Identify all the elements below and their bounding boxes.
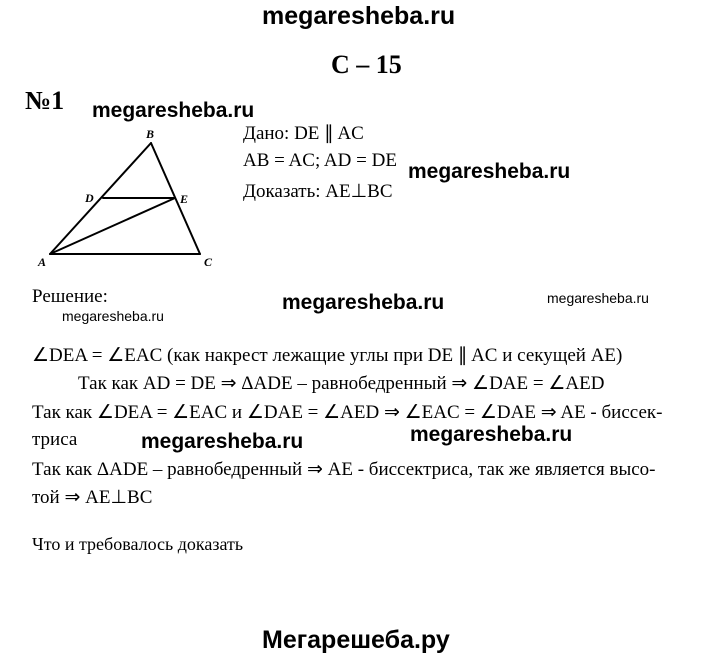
section-title: С – 15 bbox=[331, 50, 402, 79]
given-line-1: Дано: DE ∥ AC bbox=[243, 123, 364, 144]
solution-line-5: Так как ΔADE – равнобедренный ⇒ AE - биссектриса, так же является высо- bbox=[32, 459, 656, 480]
watermark-solution-center: megaresheba.ru bbox=[282, 291, 445, 314]
label-c: C bbox=[204, 255, 213, 269]
label-b: B bbox=[146, 127, 155, 141]
watermark-solution-left: megaresheba.ru bbox=[62, 308, 164, 324]
given-line-3: Доказать: AE⊥BC bbox=[243, 181, 393, 202]
solution-line-4: триса bbox=[32, 429, 78, 450]
solution-line-6: той ⇒ AE⊥BC bbox=[32, 487, 153, 508]
solution-line-3: Так как ∠DEA = ∠EAC и ∠DAE = ∠AED ⇒ ∠EAC = ∠DAE ⇒ AE - биссек- bbox=[32, 402, 663, 423]
problem-number: №1 bbox=[25, 86, 65, 115]
solution-line-1: ∠DEA = ∠EAC (как накрест лежащие углы при DE ∥ AC и секущей AE) bbox=[32, 345, 623, 366]
label-a: A bbox=[38, 255, 47, 269]
watermark-line4-left: megaresheba.ru bbox=[141, 430, 304, 453]
watermark-line4-right: megaresheba.ru bbox=[410, 423, 573, 446]
triangle-figure bbox=[30, 124, 230, 274]
footer-brand: Мегарешеба.ру bbox=[262, 626, 450, 654]
segment-ae bbox=[50, 198, 175, 254]
watermark-after-given: megaresheba.ru bbox=[408, 160, 571, 183]
solution-heading: Решение: bbox=[32, 286, 108, 307]
label-d: D bbox=[85, 191, 94, 205]
watermark-top: megaresheba.ru bbox=[262, 2, 456, 30]
label-e: E bbox=[180, 192, 189, 206]
given-line-2: AB = AC; AD = DE bbox=[243, 150, 397, 171]
watermark-near-problem: megaresheba.ru bbox=[92, 99, 255, 122]
conclusion: Что и требовалось доказать bbox=[32, 534, 244, 554]
watermark-solution-right: megaresheba.ru bbox=[547, 290, 649, 306]
solution-line-2: Так как AD = DE ⇒ ΔADE – равнобедренный ⇒ ∠DAE = ∠AED bbox=[78, 373, 605, 394]
